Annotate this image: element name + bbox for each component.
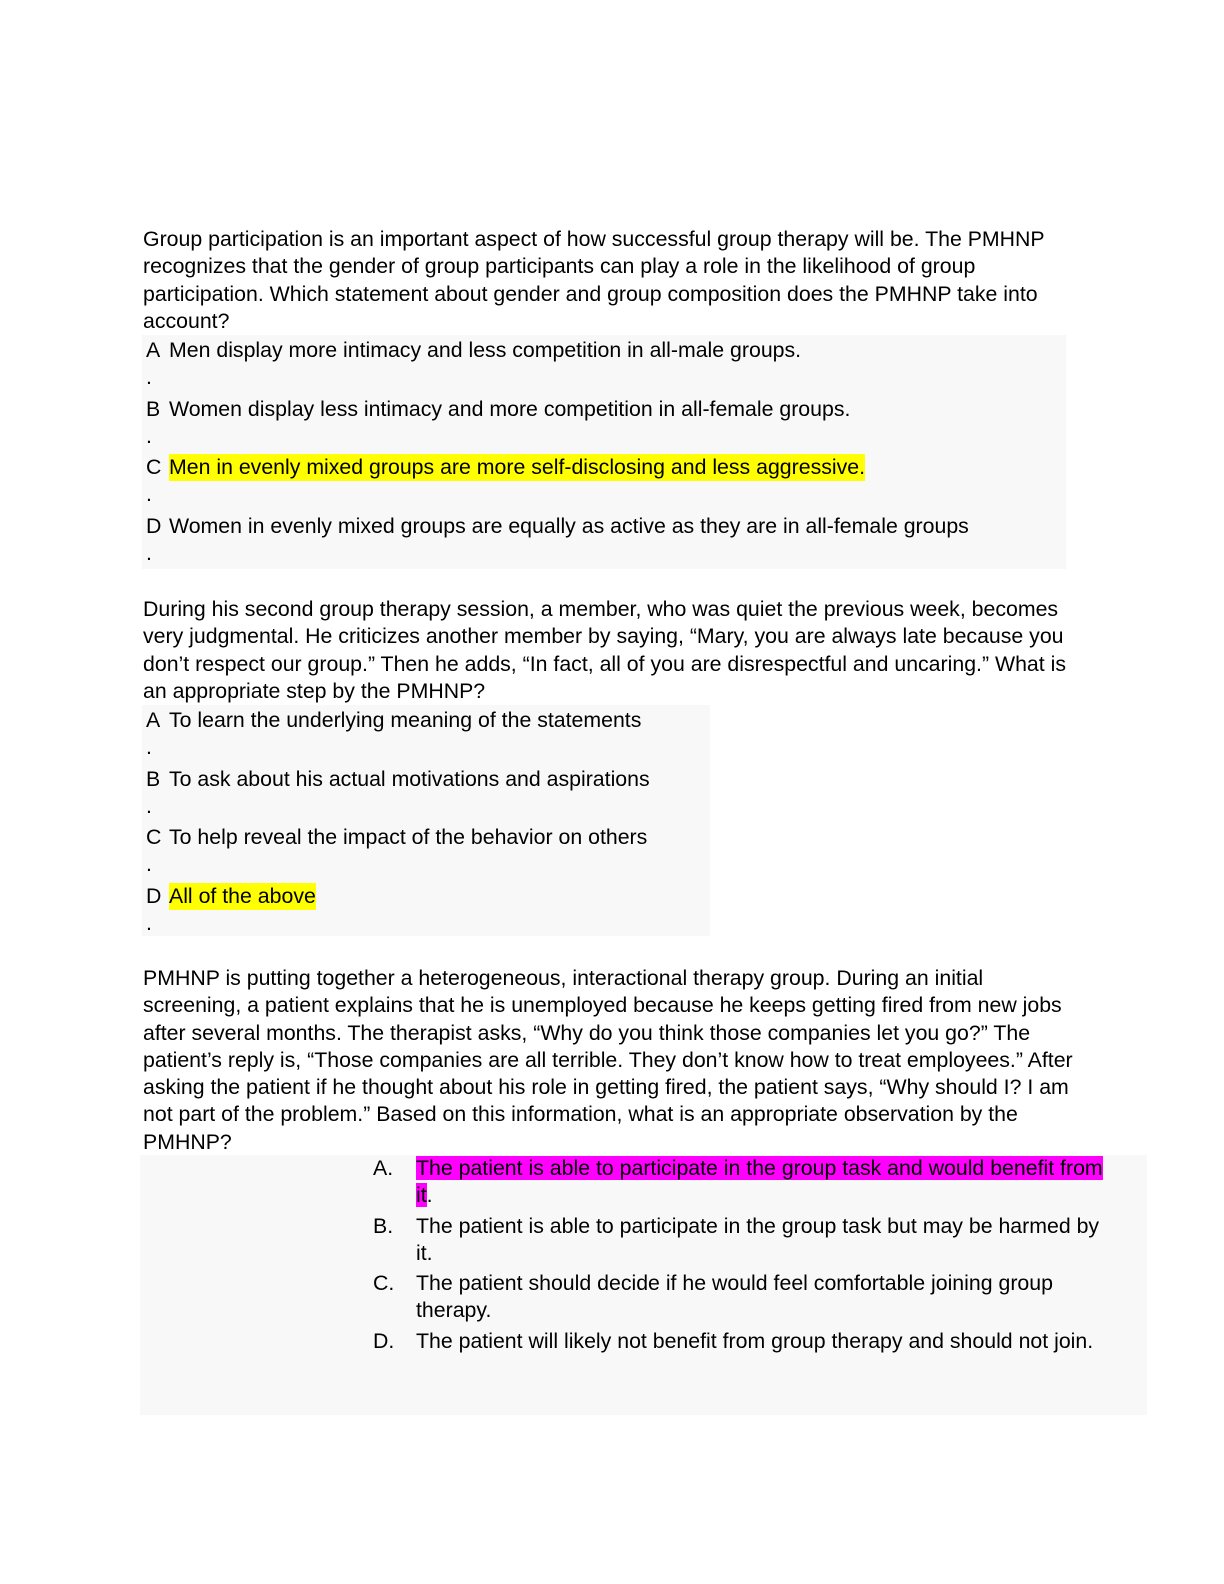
option-letter: A — [146, 338, 161, 363]
option-marker: A. — [373, 1156, 394, 1180]
option-text: Men display more intimacy and less competition in all-male groups. — [169, 338, 802, 363]
option-c — [373, 1270, 1103, 1325]
option-a — [146, 705, 710, 764]
question-stem: PMHNP is putting together a heterogeneous, interactional therapy group. During an initial screening, a patient explains that he is unemployed because he keeps getting fired from new jobs after several months. The therapist asks, “Why do you think those companies let you go?” The patient’s reply is, “Those companies are all terrible. They don’t know how to treat employees.” After asking the patient if he thought about his role in getting fired, the patient says, “Why should I? I am not part of the problem.” Based on this information, what is an appropriate observation by the PMHNP? — [143, 966, 1073, 1154]
question-3 — [143, 965, 1103, 1353]
option-dot: . — [146, 540, 152, 565]
answer-list — [373, 1155, 1103, 1358]
option-d — [373, 1328, 1103, 1355]
option-dot: . — [146, 423, 152, 448]
option-text: Women display less intimacy and more competition in all-female groups. — [169, 396, 851, 421]
option-text: The patient will likely not benefit from group therapy and should not join. — [416, 1328, 1094, 1353]
option-letter: B — [146, 396, 161, 421]
option-letter: D — [146, 883, 162, 908]
option-letter: C — [146, 825, 162, 850]
option-dot: . — [146, 735, 152, 760]
option-b — [146, 394, 1066, 453]
option-marker: B. — [373, 1213, 394, 1238]
option-d — [146, 511, 1066, 570]
option-a — [146, 335, 1066, 394]
question-stem: Group participation is an important aspect of how successful group therapy will be. The PMHNP recognizes that the gender of group participants can play a role in the likelihood of group participation. Which statement about gender and group composition does the PMHNP take into account? — [143, 227, 1045, 333]
answer-options — [142, 335, 1066, 569]
option-text: Women in evenly mixed groups are equally as active as they are in all-female groups — [169, 513, 969, 538]
option-marker: D. — [373, 1328, 395, 1353]
option-c — [146, 822, 710, 881]
option-letter: B — [146, 766, 161, 791]
option-dot: . — [146, 365, 152, 390]
option-text-highlighted: The patient is able to participate in the group task and would benefit from it — [416, 1156, 1103, 1208]
option-dot: . — [146, 482, 152, 507]
option-dot: . — [146, 910, 152, 935]
option-b — [373, 1213, 1103, 1268]
option-b — [146, 764, 710, 823]
answer-options — [140, 1155, 1147, 1415]
option-a — [373, 1155, 1103, 1210]
option-letter: A — [146, 708, 161, 733]
option-dot: . — [146, 852, 152, 877]
option-c — [146, 452, 1066, 511]
option-text: To ask about his actual motivations and aspirations — [169, 766, 650, 791]
option-d — [146, 881, 710, 940]
option-text: To help reveal the impact of the behavior on others — [169, 825, 648, 850]
option-letter: D — [146, 513, 162, 538]
option-text-highlighted: Men in evenly mixed groups are more self-disclosing and less aggressive. — [169, 454, 865, 481]
option-text: The patient should decide if he would feel comfortable joining group therapy. — [416, 1271, 1053, 1323]
option-text: To learn the underlying meaning of the statements — [169, 708, 642, 733]
question-stem: During his second group therapy session, a member, who was quiet the previous week, becomes very judgmental. He criticizes another member by saying, “Mary, you are always late because you don’t respect our group.” Then he adds, “In fact, all of you are disrespectful and uncaring.” What is an appropriate step by the PMHNP? — [143, 597, 1066, 703]
option-letter: C — [146, 455, 162, 480]
option-text-highlighted: All of the above — [169, 883, 316, 910]
option-dot: . — [146, 793, 152, 818]
option-text: The patient is able to participate in the group task but may be harmed by it. — [416, 1213, 1100, 1265]
option-marker: C. — [373, 1271, 395, 1296]
question-2 — [143, 596, 1078, 936]
question-1 — [143, 226, 1078, 569]
option-suffix: . — [426, 1183, 433, 1208]
answer-options — [142, 705, 710, 936]
